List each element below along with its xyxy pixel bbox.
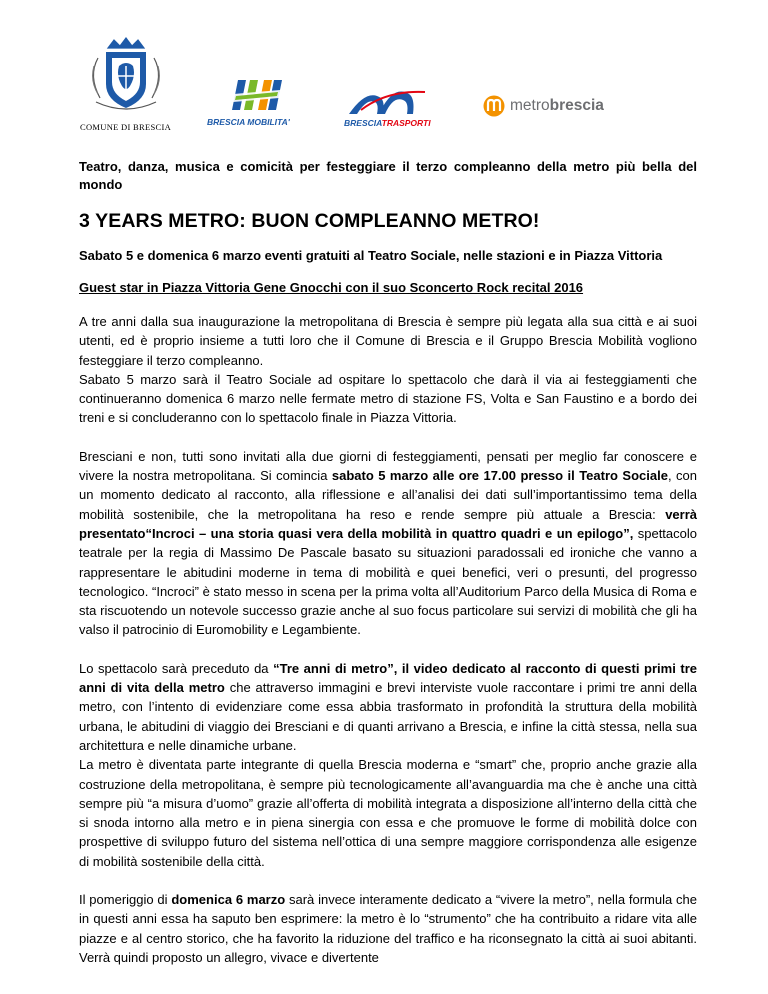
metro-brescia-logo (483, 95, 505, 117)
comune-caption: COMUNE DI BRESCIA (80, 122, 172, 132)
guest-star-line: Guest star in Piazza Vittoria Gene Gnocchi con il suo Sconcerto Rock recital 2016 (79, 280, 584, 295)
lead-text: Teatro, danza, musica e comicità per festeggiare il terzo compleanno della metro più bella del mondo (79, 159, 697, 192)
paragraph-1b: Sabato 5 marzo sarà il Teatro Sociale ad ospitare lo spettacolo che darà il via ai festeggiamenti che continueranno domenica 6 marzo nelle fermate metro di stazione FS, Volta e San Faustino e a bordo dei treni e si concluderanno con lo spettacolo finale in Piazza Vittoria. (79, 371, 697, 426)
logo-header (0, 0, 768, 140)
p3a-bold-1: “Tre anni di metro”, il video dedicato al racconto di questi primi tre anni di vita della metro (79, 660, 697, 696)
p2-text-1: Bresciani e non, tutti sono invitati alla due giorni di festeggiamenti, pensati per meglio far conoscere e vivere la nostra metropolitana. Si comincia (79, 448, 697, 484)
metro-brescia-wordmark (510, 97, 604, 115)
brescia-word: brescia (549, 97, 604, 114)
p3a-text-2: che attraverso immagini e brevi interviste vuole raccontare i primi tre anni della metro, con l’intento di evidenziare come essa abbia trasformato in profondità la struttura della mobilità urbana, le abitudini di viaggio dei Bresciani e di quanti arrivano a Brescia, e infine la città stessa, nella sua architettura e nelle dinamiche urbane. (79, 680, 697, 753)
p3a-text-1: Lo spettacolo sarà preceduto da (79, 660, 274, 676)
p2-bold-1: sabato 5 marzo alle ore 17.00 presso il Teatro Sociale (331, 468, 668, 484)
brescia-mobilita-logo (228, 76, 284, 116)
city-crest-icon (86, 36, 166, 118)
page-title: 3 YEARS METRO: BUON COMPLEANNO METRO! (79, 210, 540, 232)
brescia-trasporti-caption-part2: TRASPORTI (381, 118, 431, 128)
brescia-trasporti-logo-icon (347, 84, 427, 118)
p4-text-1: Il pomeriggio di (79, 892, 172, 908)
paragraph-3b: La metro è diventata parte integrante di quella Brescia moderna e “smart” che, proprio anche grazie alla costruzione della metropolitana, è sempre più tecnologicamente all’avanguardia ma che è anche una città sempre più “a misura d’uomo” grazie all’offerta di mobilità integrata a disposizione all’interno della città che si snoda intorno alla metro e in piena sinergia con essa e che promuove le forme di mobilità dolce con prospettive di sviluppo futuro del sistema nell’ottica di una sempre maggiore corrispondenza alle esigenze di mobilità sostenibile della città. (79, 757, 697, 869)
metro-word: metro (510, 97, 550, 114)
paragraph-2 (79, 447, 697, 640)
p4-text-2: sarà invece interamente dedicato a “vivere la metro”, nella formula che in questi anni essa ha saputo ben esprimere: la metro è lo “strumento” che ha contribuito a ridare vita alle piazze e al centro storico, che ha favorito la riduzione del traffico e ha riconsegnato la città ai suoi abitanti. Verrà quindi proposto un allegro, vivace e divertente (79, 892, 697, 965)
paragraph-1a: A tre anni dalla sua inaugurazione la metropolitana di Brescia è sempre più legata alla sua città e ai suoi utenti, ed è proprio insieme a tutti loro che il Comune di Brescia e il Gruppo Brescia Mobilità vogliono festeggiare il terzo compleanno. (79, 314, 697, 368)
paragraph-4 (79, 890, 697, 967)
brescia-mobilita-logo-icon (228, 76, 284, 116)
brescia-trasporti-caption-part1: BRESCIA (344, 118, 382, 128)
p2-bold-2: verrà presentato“Incroci – una storia quasi vera della mobilità in quattro quadri e un epilogo”, (79, 506, 697, 541)
subtitle: Sabato 5 e domenica 6 marzo eventi gratuiti al Teatro Sociale, nelle stazioni e in Piazza Vittoria (79, 248, 663, 263)
metro-m-icon (483, 95, 505, 117)
press-release (79, 158, 697, 986)
brescia-trasporti-caption (344, 118, 431, 128)
brescia-mobilita-caption: BRESCIA MOBILITA' (207, 117, 290, 127)
comune-di-brescia-logo (86, 36, 166, 118)
p4-bold-1: domenica 6 marzo (171, 892, 286, 908)
p2-text-3: spettacolo teatrale per la regia di Massimo De Pascale basato su situazioni paradossali ed ironiche che vanno a rappresentare le abitudini moderne in tema di mobilità e quei benefici, veri o presunti, del progresso tecnologico. “Incroci” è stato messo in scena per la prima volta all’Auditorium Parco della Musica di Roma e sta riscuotendo un notevole successo grazie anche al suo focus particolare sui servizi di mobilità che gli ha valso il patrocinio di Euromobility e Legambiente. (79, 525, 698, 638)
paragraph-3a (79, 659, 697, 755)
brescia-trasporti-logo (347, 84, 427, 118)
p2-text-2: , con un momento dedicato al racconto, alla riflessione e all’analisi dei dati sull’importantissimo tema della mobilità sostenibile, che la metropolitana ha reso e rende sempre più attuale a Brescia: (79, 468, 697, 522)
